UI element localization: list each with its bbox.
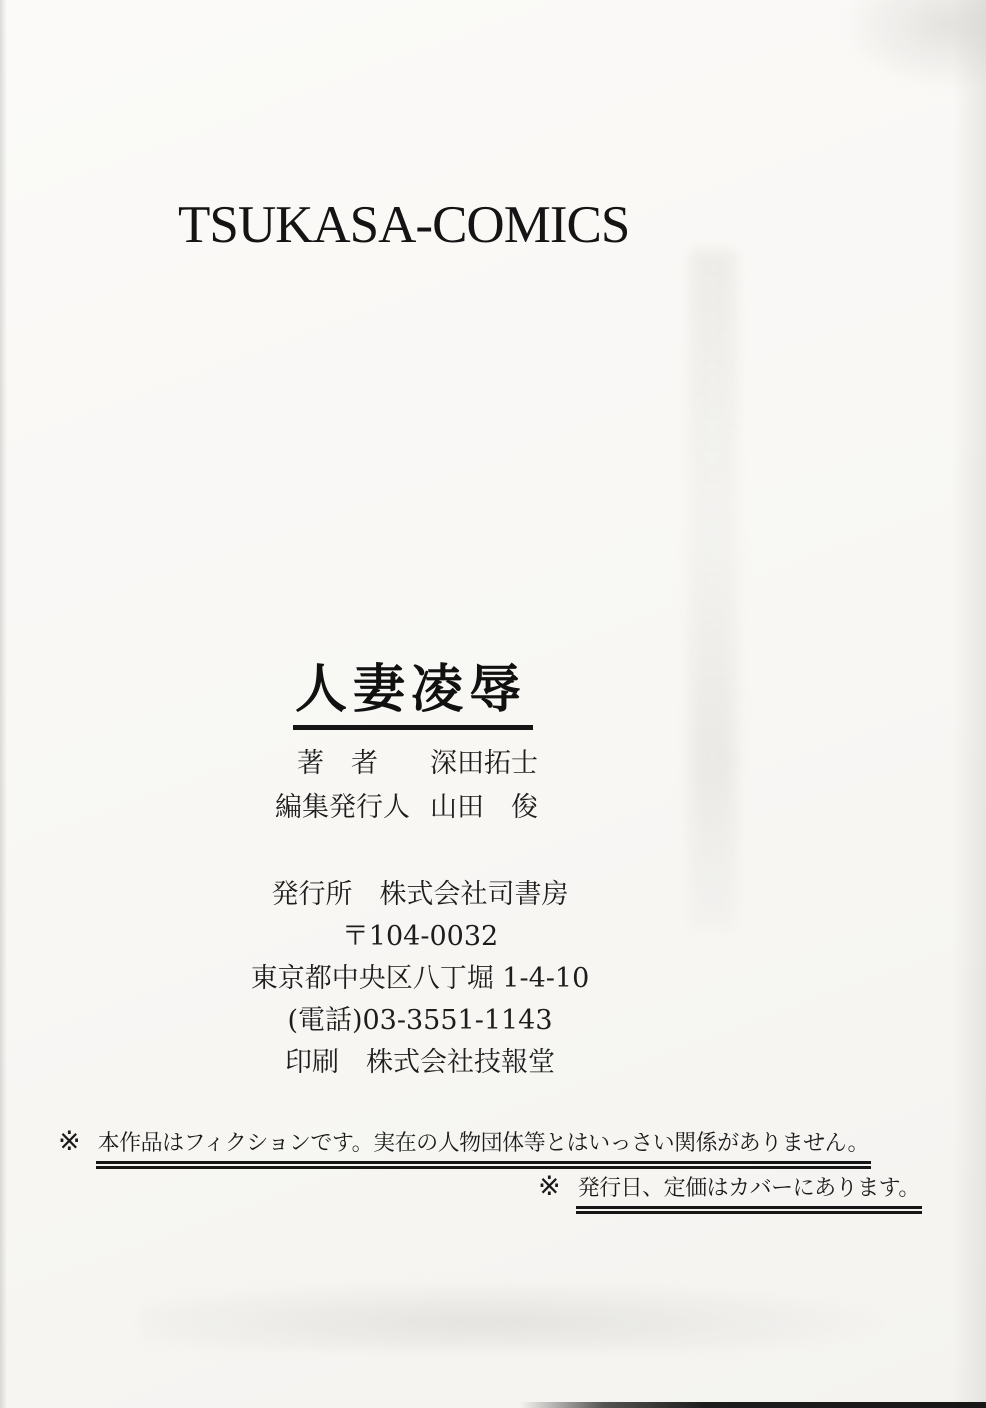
colophon-block <box>275 662 538 828</box>
credit-row-editor <box>275 788 538 828</box>
price-info-text: 発行日、定価はカバーにあります。 <box>576 1176 922 1214</box>
price-info-note <box>538 1172 922 1214</box>
reference-mark-icon: ※ <box>58 1126 81 1157</box>
scan-artifact-left-edge <box>0 0 7 1408</box>
scan-artifact-top-right <box>840 0 986 90</box>
imprint-brand-title: TSUKASA-COMICS <box>178 196 630 254</box>
editor-label: 編集発行人 <box>275 792 410 824</box>
book-title-wrap <box>293 662 538 730</box>
credit-row-author <box>275 744 538 784</box>
scan-artifact-streak <box>690 250 736 930</box>
publisher-name-line: 発行所 株式会社司書房 <box>271 879 569 910</box>
phone-line: (電話)03-3551-1143 <box>287 1005 553 1036</box>
book-title: 人妻凌辱 <box>293 662 533 730</box>
scan-artifact-page-edge <box>520 1402 986 1408</box>
fiction-disclaimer-note <box>58 1127 871 1169</box>
scan-artifact-smudge <box>140 1280 900 1350</box>
printer-line: 印刷 株式会社技報堂 <box>285 1047 555 1078</box>
credits-list <box>275 744 538 828</box>
scan-artifact-right-edge <box>952 0 986 1408</box>
publisher-block <box>205 874 635 1084</box>
fiction-disclaimer-text: 本作品はフィクションです。実在の人物団体等とはいっさい関係がありません。 <box>96 1131 871 1169</box>
postal-code-line: 〒104-0032 <box>341 921 499 952</box>
address-line: 東京都中央区八丁堀 1-4-10 <box>250 963 590 994</box>
reference-mark-icon: ※ <box>538 1171 561 1202</box>
author-label: 著 者 <box>297 748 378 780</box>
editor-name: 山田 俊 <box>430 792 538 824</box>
author-name: 深田拓士 <box>430 748 538 780</box>
